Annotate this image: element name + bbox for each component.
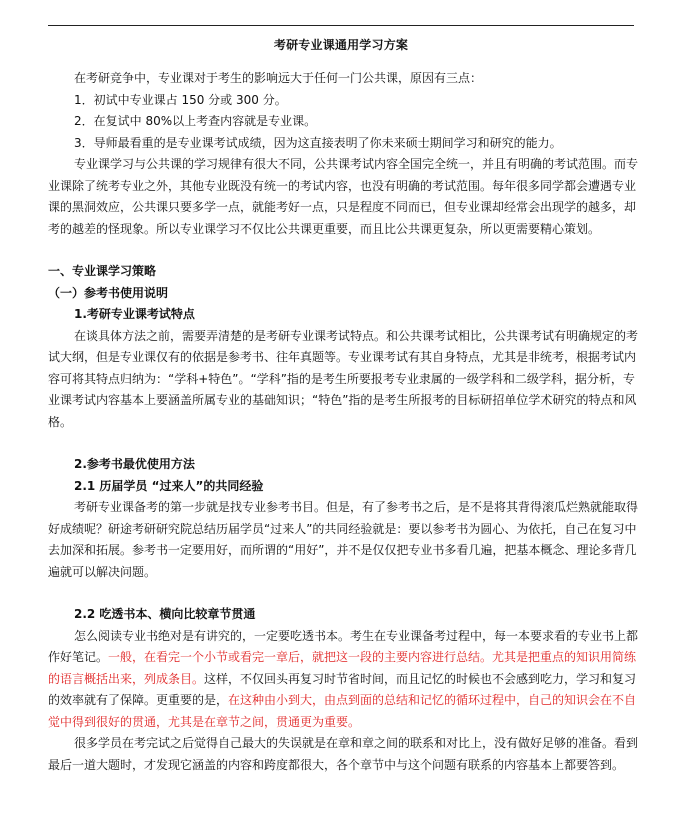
document-body bbox=[48, 68, 640, 776]
header-rule bbox=[48, 25, 634, 26]
note-taking-text-1: 怎么阅读专业书绝对是有讲究的，一定要吃透书本。考生在专业课备考过程中，每一本要求看的专业书上都作好笔记。 bbox=[48, 628, 639, 664]
heading-exam-features: 1.考研专业课考试特点 bbox=[74, 307, 195, 321]
chapter-links-paragraph: 很多学员在考完试之后觉得自己最大的失误就是在章和章之间的联系和对比上，没有做好足够的准备。看到最后一道大题时，才发现它涵盖的内容和跨度都很大，各个章节中与这个问题有联系的内容基本上都要答到。 bbox=[48, 736, 639, 772]
heading-shared-experience: 2.1 历届学员 “过来人”的共同经验 bbox=[74, 478, 264, 493]
exam-features-paragraph: 在谈具体方法之前，需要弄清楚的是考研专业课考试特点。和公共课考试相比，公共课考试有明确规定的考试大纲，但是专业课仅有的依据是参考书、往年真题等。专业课考试有其自身特点，尤其是非统考，根据考试内容可将其特点归纳为：“学科+特色”。“学科”指的是考生所要报考专业隶属的一级学科和二级学科，据分析，专业课考试内容基本上要涵盖所属专业的基础知识；“特色”指的是考生所报考的目标研招单位学术研究的特点和风格。 bbox=[48, 328, 639, 429]
section-heading-strategy: 一、专业课学习策略 bbox=[48, 264, 157, 278]
note-taking-highlight-1: 一般，在看完一个小节或看完一章后，就把这一段的主要内容进行总结。尤其是把重点的知识用简练的语言概括出来，列成条目。 bbox=[48, 650, 637, 686]
heading-best-method: 2.参考书最优使用方法 bbox=[74, 457, 195, 471]
intro-paragraph: 在考研竞争中，专业课对于考生的影响远大于任何一门公共课，原因有三点： bbox=[74, 71, 483, 85]
note-taking-paragraph bbox=[48, 626, 640, 734]
document-title: 考研专业课通用学习方案 bbox=[273, 38, 409, 52]
note-taking-highlight-2: 在这种由小到大，由点到面的总结和记忆的循环过程中，自己的知识会在不自觉中得到很好的贯通，尤其是在章节之间，贯通更为重要。 bbox=[48, 693, 637, 729]
note-taking-text-2: 这样，不仅回头再复习时节省时间，而且记忆的时候也不会感到吃力，学习和复习的效率就有了保障。更重要的是， bbox=[48, 671, 637, 707]
reason-item-3: 3．导师最看重的是专业课考试成绩，因为这直接表明了你未来硕士期间学习和研究的能力。 bbox=[74, 135, 562, 150]
reason-item-2: 2．在复试中 80%以上考查内容就是专业课。 bbox=[74, 114, 317, 128]
comparison-paragraph: 专业课学习与公共课的学习规律有很大不同，公共课考试内容全国完全统一，并且有明确的考试范围。而专业课除了统考专业之外，其他专业既没有统一的考试内容，也没有明确的考试范围。每年很多同学都会遭遇专业课的黑洞效应，公共课只要多学一点，就能考好一点，只是程度不同而已，但专业课却经常会出现学的越多，却考的越差的怪现象。所以专业课学习不仅比公共课更重要，而且比公共课更复杂，所以更需要精心策划。 bbox=[48, 157, 639, 236]
subsection-heading-reference-books: （一）参考书使用说明 bbox=[48, 285, 169, 300]
heading-master-books: 2.2 吃透书本、横向比较章节贯通 bbox=[74, 607, 256, 621]
experience-paragraph: 考研专业课备考的第一步就是找专业参考书目。但是，有了参考书之后，是不是将其背得滚瓜烂熟就能取得好成绩呢？研途考研研究院总结历届学员“过来人”的共同经验就是：要以参考书为圆心、为依托，自己在复习中去加深和拓展。参考书一定要用好，而所谓的“用好”，并不是仅仅把专业书多看几遍，把基本概念、理论多背几遍就可以解决问题。 bbox=[48, 500, 639, 579]
reason-item-1: 1．初试中专业课占 150 分或 300 分。 bbox=[74, 92, 287, 107]
